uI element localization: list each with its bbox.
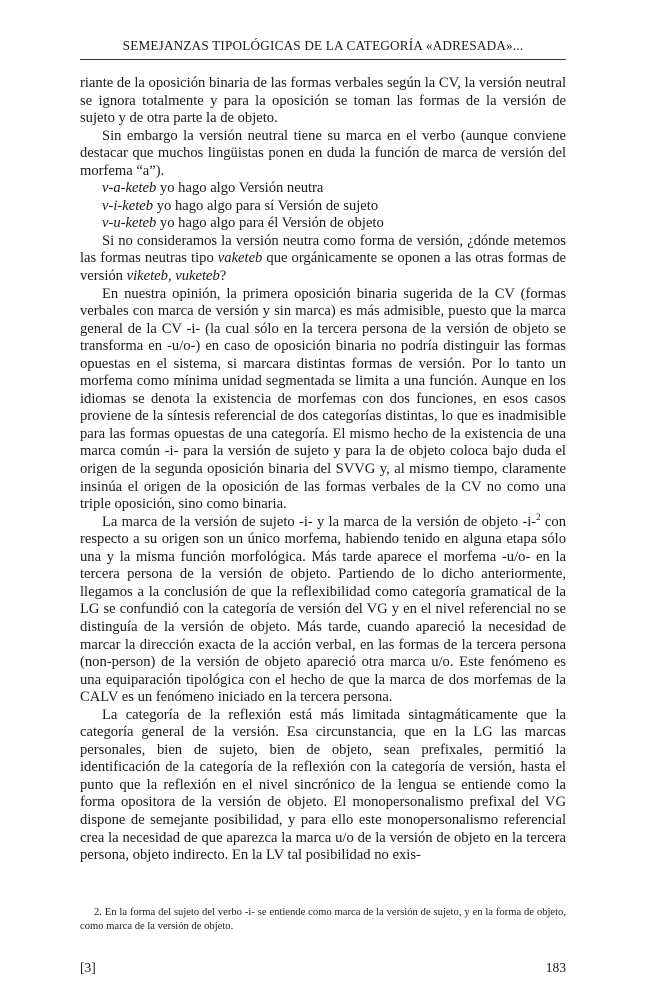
example-2-gloss: yo hago algo para sí Versión de sujeto bbox=[153, 197, 379, 214]
example-3-form: v-u-keteb bbox=[102, 215, 157, 232]
footnotes bbox=[80, 906, 566, 934]
body-text bbox=[80, 75, 566, 865]
paragraph-4: En nuestra opinión, la primera oposición binaria sugerida de la CV (formas verbales con marca de versión y sin marca) es más admisible, puesto que la marca general de la CV -i- (la cual sólo en la tercera persona de la versión de objeto se transforma en -u/o-) en caso de oposición binaria no podría distinguir las formas opuestas en el sistema, si marcara distintas formas de versión. Por lo tanto un morfema como mínima unidad segmentada se limita a una función. Aunque en los idiomas se denota la existencia de morfemas con dos funciones, en esos casos proviene de la síntesis referencial de dos categorías distintas, lo que es inadmisible para las formas opuestas de una categoría. El mismo hecho de la existencia de una marca común -i- para la versión de sujeto y para la de objeto coloca bajo duda el origen de la segunda oposición binaria del SVVG y, al mismo tiempo, claramente insinúa el origen de la oposición de las formas verbales de la CV no como una triple oposición, sino como binaria. bbox=[80, 285, 566, 513]
example-1 bbox=[80, 180, 566, 198]
header-rule bbox=[80, 59, 566, 60]
example-3-gloss: yo hago algo para él Versión de objeto bbox=[156, 215, 384, 232]
paragraph-6: La categoría de la reflexión está más limitada sintagmáticamente que la categoría general de la versión. Esa circunstancia, que en la LG las marcas personales, bien de sujeto, bien de objeto, sean prefixales, permitió la identificación de la categoría de la reflexión con la categoría de versión, hasta el punto que la reflexión en el nivel sincrónico de la lengua se entiende como la forma opositora de la versión de objeto. El monopersonalismo prefixal del VG dispone de semejante posibilidad, y para ello este monopersonalismo referencial crea la necesidad de que aparezca la marca u/o de la versión de objeto en la tercera persona, objeto indirecto. En la LV tal posibilidad no exis- bbox=[80, 706, 566, 864]
page-number: 183 bbox=[545, 960, 566, 975]
example-2 bbox=[80, 198, 566, 216]
term-viketeb-vuketeb: viketeb, vuketeb bbox=[126, 268, 220, 285]
example-1-gloss: yo hago algo Versión neutra bbox=[156, 180, 324, 197]
paragraph-2: Sin embargo la versión neutral tiene su marca en el verbo (aunque conviene destacar que muchos lingüistas ponen en duda la función de marca de versión del morfema “a”). bbox=[80, 127, 566, 179]
footnote-2: 2. En la forma del sujeto del verbo -i- se entiende como marca de la versión de sujeto, y en la forma de objeto, como marca de la versión de objeto. bbox=[80, 907, 566, 932]
paragraph-5: La marca de la versión de sujeto -i- y la marca de la versión de objeto -i-$^2$ con respecto a su origen son un único morfema, habiendo tenido en alguna etapa sólo una y la misma función morfológica. Más tarde aparece el morfema -u/o- en la tercera persona de la versión de objeto. Partiendo de lo dicho anteriormente, llegamos a la conclusión de que la reflexibilidad como categoría gramatical de la LG se confundió con la categoría de versión del VG y en el nivel referencial no se distinguía de la versión de objeto. Más tarde, cuando apareció la necesidad de marcar la dirección exacta de la acción verbal, en las formas de la tercera persona (non-person) de la versión de objeto apareció otra marca u/o. Este fenómeno es una equiparación tipológica con el hecho de que la marca de dos morfemas de la CALV es un fenómeno iniciado en la tercera persona. bbox=[80, 511, 566, 706]
example-2-form: v-i-keteb bbox=[102, 197, 154, 214]
footer-section-label: [3] bbox=[80, 960, 96, 975]
paragraph-3: Si no consideramos la versión neutra como forma de versión, ¿dónde metemos las formas neutras tipo vaketeb que orgánicamente se oponen a las otras formas de versión viketeb, vuketeb? bbox=[80, 232, 566, 285]
example-3 bbox=[80, 215, 566, 233]
paragraph-1: riante de la oposición binaria de las formas verbales según la CV, la versión neutral se ignora totalmente y para la oposición se toman las formas de la versión de sujeto y de otra parte la de objeto. bbox=[80, 75, 566, 127]
footnote-ref-2[interactable]: 2 bbox=[536, 511, 541, 522]
term-vaketeb: vaketeb bbox=[217, 250, 263, 267]
example-1-form: v-a-keteb bbox=[102, 180, 157, 197]
running-head: SEMEJANZAS TIPOLÓGICAS DE LA CATEGORÍA «ADRESADA»... bbox=[122, 38, 524, 53]
